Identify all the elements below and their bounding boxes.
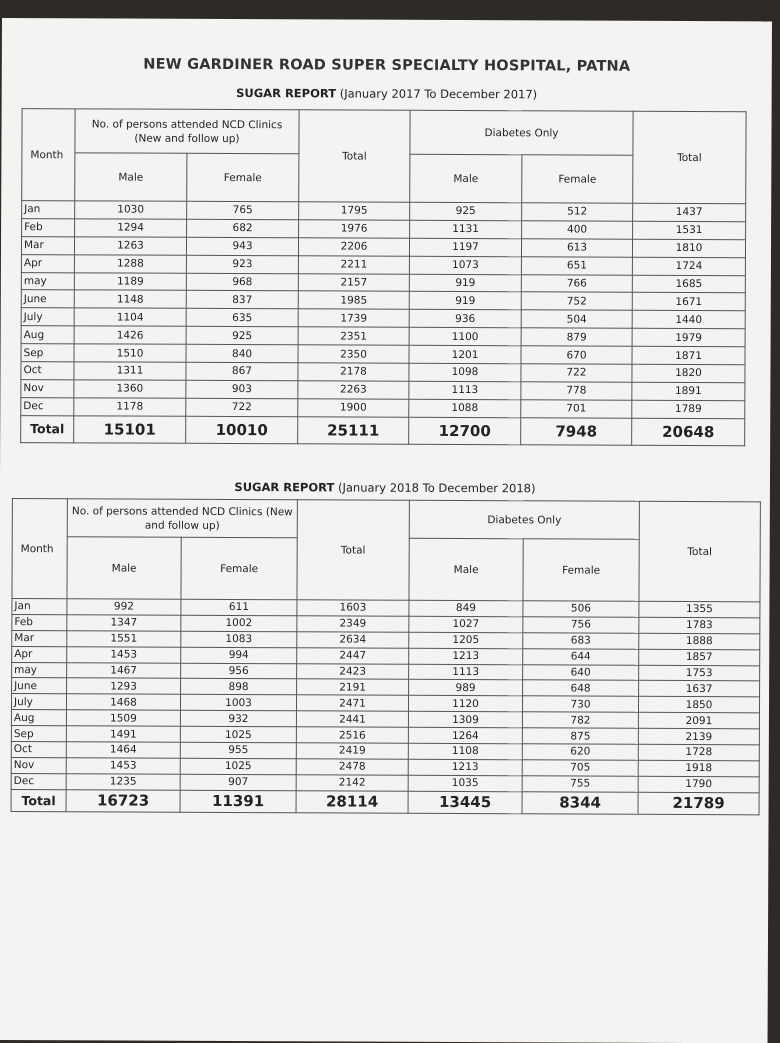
- report-title-2017: [2, 85, 772, 102]
- data-cell: 1113: [409, 381, 521, 399]
- month-cell: Aug: [21, 326, 74, 344]
- total-cell: 21789: [638, 792, 759, 815]
- data-cell: 620: [522, 744, 638, 760]
- data-cell: 2419: [296, 743, 408, 759]
- total-cell: 15101: [74, 416, 186, 443]
- data-cell: 644: [523, 648, 639, 664]
- data-cell: 756: [523, 617, 639, 633]
- data-cell: 936: [409, 310, 521, 328]
- data-cell: 1891: [632, 382, 745, 400]
- report-period: (January 2017 To December 2017): [339, 86, 538, 102]
- document-page: [0, 18, 772, 1043]
- data-cell: 2350: [298, 345, 409, 363]
- month-cell: Apr: [21, 254, 74, 272]
- data-cell: 1979: [632, 328, 745, 346]
- data-cell: 1426: [74, 326, 186, 344]
- data-cell: 1685: [632, 275, 745, 293]
- data-cell: 907: [180, 774, 296, 790]
- report-title-label: SUGAR REPORT: [236, 86, 337, 101]
- month-cell: Feb: [22, 218, 75, 236]
- data-cell: 670: [521, 346, 632, 364]
- month-cell: June: [12, 678, 67, 694]
- data-cell: 994: [181, 647, 297, 663]
- data-cell: 1201: [409, 345, 521, 363]
- data-cell: 1025: [180, 758, 296, 774]
- diabetes-group-header: Diabetes Only: [410, 110, 633, 155]
- data-cell: 1347: [67, 615, 181, 631]
- sugar-report-table-2017: [20, 108, 746, 446]
- month-cell: June: [21, 290, 74, 308]
- data-cell: 1739: [298, 309, 409, 327]
- data-cell: 1355: [639, 601, 760, 617]
- data-cell: 1976: [299, 220, 410, 238]
- diabetes-group-header: Diabetes Only: [409, 500, 639, 539]
- data-cell: 2471: [296, 695, 408, 711]
- header-row-top: [12, 499, 760, 540]
- data-cell: 1178: [74, 398, 186, 416]
- month-cell: may: [12, 662, 67, 678]
- data-cell: 512: [522, 203, 633, 221]
- month-cell: Dec: [11, 773, 66, 789]
- data-cell: 2263: [298, 381, 409, 399]
- data-cell: 1510: [74, 344, 186, 362]
- data-cell: 837: [186, 291, 298, 309]
- data-cell: 705: [522, 760, 638, 776]
- data-cell: 1783: [639, 617, 760, 633]
- data-cell: 1108: [408, 743, 522, 759]
- month-cell: Nov: [21, 379, 74, 397]
- data-cell: 722: [186, 398, 298, 416]
- month-cell: Nov: [11, 757, 66, 773]
- data-cell: 1083: [181, 631, 297, 647]
- month-cell: Mar: [12, 630, 67, 646]
- data-cell: 1468: [66, 694, 180, 710]
- ncd-group-header: No. of persons attended NCD Clinics (New and follow up): [67, 499, 297, 538]
- data-cell: 1113: [409, 664, 523, 680]
- data-cell: 1098: [409, 363, 521, 381]
- data-cell: 1810: [632, 239, 745, 257]
- data-cell: 2178: [298, 363, 409, 381]
- total-cell: 25111: [298, 416, 409, 443]
- data-cell: 2349: [297, 616, 409, 632]
- female-header: Female: [187, 153, 299, 201]
- total-cell: 16723: [66, 789, 180, 811]
- data-cell: 879: [521, 328, 632, 346]
- male-header: Male: [75, 153, 187, 201]
- data-cell: 613: [521, 239, 632, 257]
- report-title-2018: [0, 479, 770, 496]
- data-cell: 956: [181, 663, 297, 679]
- data-cell: 1509: [66, 710, 180, 726]
- data-cell: 1088: [409, 399, 521, 417]
- data-cell: 1850: [638, 697, 759, 713]
- data-cell: 1030: [75, 201, 187, 219]
- data-cell: 1293: [67, 678, 181, 694]
- total-cell: 8344: [522, 791, 638, 814]
- data-cell: 1100: [409, 328, 521, 346]
- data-cell: 943: [186, 237, 298, 255]
- data-cell: 1453: [66, 758, 180, 774]
- month-cell: July: [21, 308, 74, 326]
- female-header: Female: [181, 537, 297, 600]
- data-cell: 923: [186, 255, 298, 273]
- data-cell: 782: [522, 712, 638, 728]
- data-cell: 701: [521, 400, 632, 418]
- data-cell: 925: [410, 202, 522, 220]
- data-cell: 1205: [409, 632, 523, 648]
- data-cell: 752: [521, 292, 632, 310]
- data-cell: 683: [523, 633, 639, 649]
- data-cell: 1671: [632, 293, 745, 311]
- data-cell: 2447: [297, 647, 409, 663]
- data-cell: 1027: [409, 616, 523, 632]
- data-cell: 1002: [181, 615, 297, 631]
- data-cell: 1294: [75, 219, 187, 237]
- data-cell: 1871: [632, 346, 745, 364]
- data-cell: 2351: [298, 327, 409, 345]
- data-cell: 722: [521, 364, 632, 382]
- data-cell: 1440: [632, 311, 745, 329]
- totals-row: [11, 789, 759, 814]
- month-cell: Oct: [11, 742, 66, 758]
- sugar-report-table-2018: [11, 498, 761, 815]
- data-cell: 1148: [74, 290, 186, 308]
- report-period: (January 2018 To December 2018): [337, 480, 536, 496]
- month-cell: may: [21, 272, 74, 290]
- month-cell: Jan: [12, 599, 67, 615]
- data-cell: 2423: [297, 663, 409, 679]
- data-cell: 919: [409, 292, 521, 310]
- month-cell: Oct: [21, 362, 74, 380]
- report-title-label: SUGAR REPORT: [234, 480, 335, 495]
- data-cell: 1104: [74, 308, 186, 326]
- data-cell: 2634: [297, 632, 409, 648]
- data-cell: 648: [523, 680, 639, 696]
- data-cell: 849: [409, 600, 523, 616]
- data-cell: 1003: [180, 695, 296, 711]
- data-cell: 2191: [297, 679, 409, 695]
- data-cell: 2139: [638, 728, 759, 744]
- total-cell: 13445: [408, 791, 522, 813]
- data-cell: 919: [409, 274, 521, 292]
- data-cell: 766: [521, 274, 632, 292]
- total-cell: 11391: [180, 790, 296, 813]
- total-label: Total: [11, 789, 66, 811]
- month-cell: Aug: [11, 710, 66, 726]
- data-cell: 898: [181, 679, 297, 695]
- data-cell: 1288: [74, 254, 186, 272]
- diabetes-male-header: Male: [410, 154, 522, 202]
- data-cell: 1120: [408, 696, 522, 712]
- data-cell: 989: [409, 680, 523, 696]
- data-cell: 1235: [66, 774, 180, 790]
- data-cell: 1213: [409, 648, 523, 664]
- data-cell: 1073: [409, 256, 521, 274]
- data-cell: 1789: [632, 400, 745, 418]
- data-cell: 840: [186, 344, 298, 362]
- data-cell: 506: [523, 601, 639, 617]
- total-header: Total: [297, 500, 409, 600]
- data-cell: 640: [523, 664, 639, 680]
- month-cell: Apr: [12, 646, 67, 662]
- month-header: Month: [12, 499, 67, 599]
- data-cell: 1531: [633, 221, 746, 239]
- data-cell: 1213: [408, 759, 522, 775]
- data-cell: 1131: [410, 220, 522, 238]
- data-cell: 1025: [180, 726, 296, 742]
- data-cell: 2441: [296, 711, 408, 727]
- data-cell: 2516: [296, 727, 408, 743]
- data-cell: 1453: [67, 646, 181, 662]
- month-cell: Feb: [12, 614, 67, 630]
- data-cell: 932: [180, 711, 296, 727]
- data-cell: 1790: [638, 776, 759, 792]
- data-cell: 778: [521, 382, 632, 400]
- data-cell: 2157: [298, 273, 409, 291]
- data-cell: 867: [186, 362, 298, 380]
- data-cell: 1820: [632, 364, 745, 382]
- data-cell: 1464: [66, 742, 180, 758]
- total-label: Total: [21, 415, 74, 442]
- month-cell: July: [11, 694, 66, 710]
- data-cell: 635: [186, 309, 298, 327]
- data-cell: 2091: [638, 713, 759, 729]
- male-header: Male: [67, 537, 181, 599]
- month-cell: Dec: [21, 397, 74, 415]
- data-cell: 2142: [296, 775, 408, 791]
- data-cell: 903: [186, 380, 298, 398]
- data-cell: 1918: [638, 760, 759, 776]
- data-cell: 1311: [74, 362, 186, 380]
- data-cell: 875: [522, 728, 638, 744]
- hospital-title: NEW GARDINER ROAD SUPER SPECIALTY HOSPITAL, PATNA: [143, 56, 631, 75]
- data-cell: 400: [522, 221, 633, 239]
- data-cell: 1467: [67, 662, 181, 678]
- diabetes-male-header: Male: [409, 538, 523, 600]
- data-cell: 1264: [408, 727, 522, 743]
- total-cell: 28114: [296, 790, 408, 812]
- ncd-group-header: No. of persons attended NCD Clinics (New and follow up): [75, 109, 299, 154]
- diabetes-female-header: Female: [523, 539, 639, 602]
- data-cell: 504: [521, 310, 632, 328]
- data-cell: 1900: [298, 399, 409, 417]
- data-cell: 765: [187, 201, 299, 219]
- data-cell: 1728: [638, 744, 759, 760]
- data-cell: 968: [186, 273, 298, 291]
- data-cell: 1888: [639, 633, 760, 649]
- data-cell: 651: [521, 256, 632, 274]
- data-cell: 955: [180, 742, 296, 758]
- data-cell: 1637: [639, 681, 760, 697]
- diabetes-total-header: Total: [639, 501, 760, 602]
- data-cell: 2478: [296, 759, 408, 775]
- data-cell: 1603: [297, 600, 409, 616]
- total-cell: 10010: [186, 416, 298, 443]
- data-cell: 1551: [67, 631, 181, 647]
- month-cell: Mar: [21, 236, 74, 254]
- data-cell: 1795: [299, 202, 410, 220]
- data-cell: 2206: [298, 238, 409, 256]
- data-cell: 1724: [632, 257, 745, 275]
- total-header: Total: [299, 110, 410, 202]
- header-row-top: [22, 109, 746, 156]
- month-header: Month: [22, 109, 75, 201]
- total-cell: 20648: [632, 418, 745, 445]
- data-cell: 1437: [633, 203, 746, 221]
- month-cell: Jan: [22, 201, 75, 219]
- data-cell: 1753: [639, 665, 760, 681]
- data-cell: 1197: [409, 238, 521, 256]
- data-cell: 1360: [74, 380, 186, 398]
- data-cell: 992: [67, 599, 181, 615]
- total-cell: 7948: [521, 417, 632, 444]
- totals-row: [21, 415, 745, 445]
- total-cell: 12700: [409, 417, 521, 444]
- data-cell: 1491: [66, 726, 180, 742]
- month-cell: Sep: [11, 726, 66, 742]
- diabetes-female-header: Female: [522, 155, 633, 203]
- data-cell: 755: [522, 776, 638, 792]
- data-cell: 1189: [74, 272, 186, 290]
- data-cell: 1309: [408, 712, 522, 728]
- data-cell: 1263: [74, 237, 186, 255]
- data-cell: 1035: [408, 775, 522, 791]
- data-cell: 611: [181, 599, 297, 615]
- diabetes-total-header: Total: [633, 111, 746, 203]
- data-cell: 730: [522, 696, 638, 712]
- data-cell: 1985: [298, 291, 409, 309]
- data-cell: 1857: [639, 649, 760, 665]
- data-cell: 682: [187, 219, 299, 237]
- data-cell: 2211: [298, 255, 409, 273]
- data-cell: 925: [186, 327, 298, 345]
- month-cell: Sep: [21, 344, 74, 362]
